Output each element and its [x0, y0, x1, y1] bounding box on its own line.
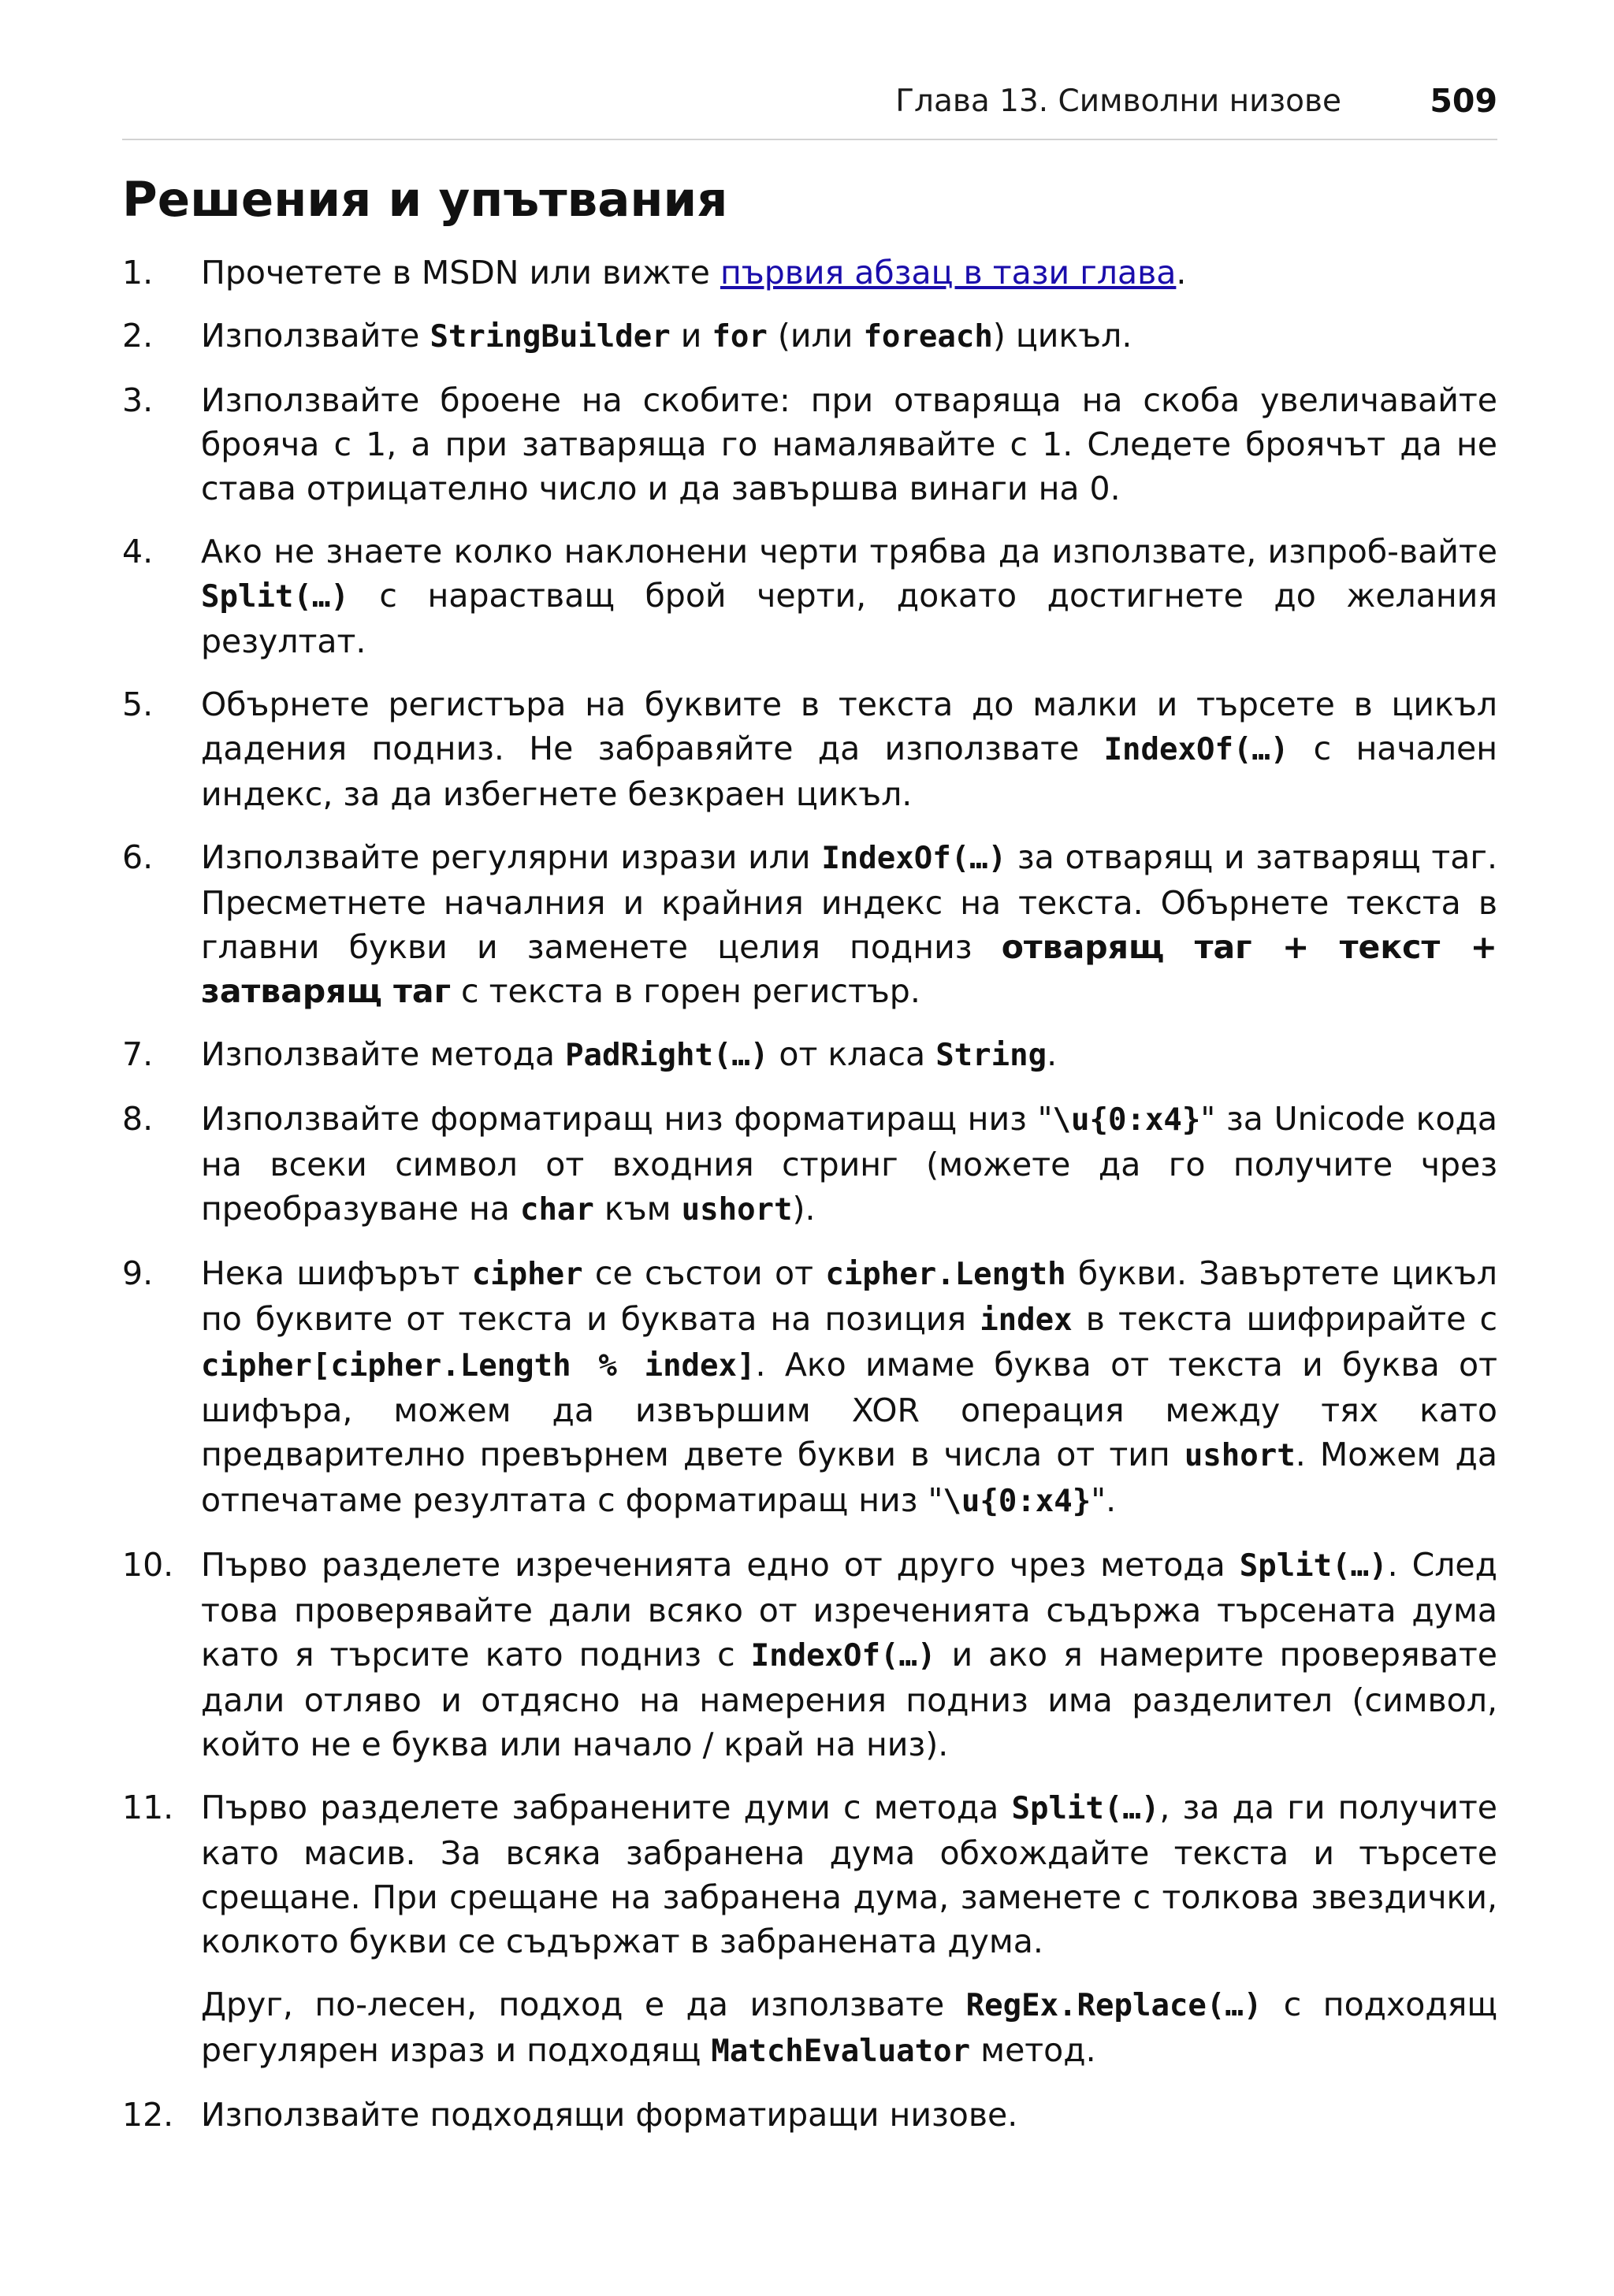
code-snippet: foreach [863, 319, 993, 355]
answer-number: 2. [122, 317, 154, 355]
answer-paragraph [201, 1543, 1497, 1767]
text-run: ". [1091, 1481, 1117, 1519]
answer-text [201, 1251, 1497, 1524]
answer-number: 3. [122, 381, 154, 419]
code-snippet: IndexOf(…) [821, 841, 1007, 876]
answer-paragraph [201, 529, 1497, 663]
answer-number: 7. [122, 1035, 154, 1073]
text-run: и [670, 317, 712, 355]
answer-item [122, 529, 1497, 663]
text-run: Използвайте метода [201, 1035, 566, 1073]
code-snippet: IndexOf(…) [750, 1638, 936, 1674]
code-snippet: ushort [681, 1192, 793, 1228]
text-run: . [1176, 254, 1187, 292]
answer-text [201, 251, 1497, 295]
answer-text [201, 1032, 1497, 1078]
answer-paragraph [201, 682, 1497, 816]
running-header [122, 82, 1497, 140]
answer-number: 8. [122, 1100, 154, 1138]
code-snippet: StringBuilder [430, 319, 671, 355]
answer-item [122, 2093, 1497, 2137]
answer-item [122, 1251, 1497, 1524]
page-number: 509 [1430, 82, 1497, 120]
answer-text [201, 1785, 1497, 2074]
code-snippet: ushort [1184, 1438, 1296, 1473]
text-run: Използвайте регулярни изрази или [201, 838, 822, 876]
answer-paragraph [201, 1982, 1497, 2074]
text-run: с нарастващ брой черти, докато достигнете до желания резултат. [201, 577, 1497, 660]
answer-paragraph [201, 251, 1497, 295]
answer-number: 1. [122, 254, 154, 292]
code-snippet: char [519, 1192, 594, 1228]
text-run: Използвайте броене на скобите: при отваряща на скоба увеличавайте брояча с 1, а при затваряща го намалявайте с 1. Следете броячът да не става отрицателно число и да завършва винаги на 0. [201, 381, 1497, 507]
text-run: . След това проверявайте дали всяко от изреченията съдържа търсената дума като я търсите като подниз с [201, 1546, 1497, 1674]
answer-number: 5. [122, 685, 154, 723]
answer-text [201, 1543, 1497, 1767]
section-title: Решения и упътвания [122, 172, 728, 228]
answer-paragraph [201, 1251, 1497, 1524]
text-run: метод. [970, 2031, 1096, 2069]
code-snippet: index [980, 1302, 1073, 1338]
chapter-link[interactable]: първия абзац в тази глава [720, 254, 1177, 292]
answer-item [122, 251, 1497, 295]
code-snippet: Split(…) [201, 579, 349, 615]
text-run: в текста шифрирайте с [1072, 1300, 1497, 1338]
answer-paragraph [201, 378, 1497, 511]
answer-item [122, 1543, 1497, 1767]
answer-text [201, 314, 1497, 359]
answer-text [201, 835, 1497, 1013]
text-run: " за Unicode кода на всеки символ от входния стринг (можете да го получите чрез преобразуване на [201, 1100, 1497, 1228]
text-run: . [1047, 1035, 1058, 1073]
code-snippet: cipher[cipher.Length % index] [201, 1348, 756, 1384]
text-run: се състои от [582, 1254, 826, 1292]
code-snippet: Split(…) [1239, 1548, 1388, 1584]
answers-list [122, 251, 1497, 2156]
text-run: Обърнете регистъра на буквите в текста до малки и търсете в цикъл дадения подниз. Не забравяйте да използвате [201, 685, 1497, 767]
answer-paragraph [201, 1785, 1497, 1963]
text-run: ). [792, 1190, 816, 1228]
text-run: . Можем да отпечатаме резултата с форматиращ низ " [201, 1436, 1497, 1519]
answer-number: 10. [122, 1546, 174, 1584]
text-run: с начален индекс, за да избегнете безкраен цикъл. [201, 730, 1498, 813]
answer-number: 12. [122, 2096, 174, 2134]
text-run: , за да ги получите като масив. За всяка забранена дума обхождайте текста и търсете срещане. При срещане на забранена дума, заменете с толкова звездички, колкото букви се съдържат в забранената дума. [201, 1789, 1497, 1960]
code-snippet: cipher [471, 1257, 583, 1292]
text-run: Прочетете в MSDN или вижте [201, 254, 720, 292]
emphasis-text: отварящ таг + текст + затварящ таг [201, 928, 1498, 1010]
code-snippet: for [712, 319, 768, 355]
code-snippet: IndexOf(…) [1103, 732, 1289, 767]
answer-text [201, 529, 1497, 663]
answer-item [122, 378, 1497, 511]
chapter-title: Глава 13. Символни низове [895, 84, 1341, 119]
code-snippet: String [935, 1038, 1047, 1073]
answer-item [122, 1032, 1497, 1078]
code-snippet: RegEx.Replace(…) [965, 1988, 1263, 2023]
answer-paragraph [201, 1032, 1497, 1078]
text-run: за отварящ и затварящ таг. Пресметнете началния и крайния индекс на текста. Обърнете текста в главни букви и заменете целия подниз [201, 838, 1497, 966]
text-run: към [593, 1190, 682, 1228]
code-snippet: PadRight(…) [565, 1038, 769, 1073]
text-run: букви. Завъртете цикъл по буквите от текста и буквата на позиция [201, 1254, 1498, 1338]
answer-item [122, 682, 1497, 816]
text-run: (или [767, 317, 864, 355]
text-run: Първо разделете забранените думи с метода [201, 1789, 1012, 1826]
answer-text [201, 2093, 1497, 2137]
answer-number: 9. [122, 1254, 154, 1292]
answer-text [201, 378, 1497, 511]
answer-paragraph [201, 314, 1497, 359]
text-run: Използвайте форматиращ низ форматиращ низ " [201, 1100, 1053, 1138]
answer-paragraph [201, 2093, 1497, 2137]
answer-number: 11. [122, 1789, 174, 1826]
answer-number: 6. [122, 838, 154, 876]
text-run: Ако не знаете колко наклонени черти трябва да използвате, изпроб-вайте [201, 533, 1497, 570]
text-run: Друг, по-лесен, подход е да използвате [201, 1986, 966, 2023]
text-run: и ако я намерите проверявате дали отляво и отдясно на намерения подниз има разделител (символ, който не е буква или начало / край на низ). [201, 1636, 1498, 1763]
code-snippet: \u{0:x4} [1052, 1102, 1201, 1138]
text-run: Използвайте подходящи форматиращи низове. [201, 2096, 1018, 2134]
text-run: с текста в горен регистър. [451, 972, 920, 1010]
text-run: Нека шифърът [201, 1254, 472, 1292]
answer-item [122, 1785, 1497, 2074]
text-run: Първо разделете изреченията едно от друго чрез метода [201, 1546, 1240, 1584]
text-run: Използвайте [201, 317, 430, 355]
answer-number: 4. [122, 533, 154, 570]
code-snippet: \u{0:x4} [943, 1484, 1091, 1519]
answer-paragraph [201, 835, 1497, 1013]
answer-item [122, 314, 1497, 359]
text-run: от класа [768, 1035, 936, 1073]
code-snippet: MatchEvaluator [711, 2034, 971, 2069]
answer-text [201, 682, 1497, 816]
text-run: . Ако имаме буква от текста и буква от шифъра, можем да извършим XOR операция между тях като предварително превърнем двете букви в числа от тип [201, 1346, 1497, 1473]
answer-item [122, 835, 1497, 1013]
answer-item [122, 1097, 1497, 1232]
answer-paragraph [201, 1097, 1497, 1232]
text-run: ) цикъл. [992, 317, 1132, 355]
answer-text [201, 1097, 1497, 1232]
code-snippet: Split(…) [1011, 1791, 1160, 1826]
code-snippet: cipher.Length [825, 1257, 1066, 1292]
text-run: с подходящ регулярен израз и подходящ [201, 1986, 1497, 2069]
